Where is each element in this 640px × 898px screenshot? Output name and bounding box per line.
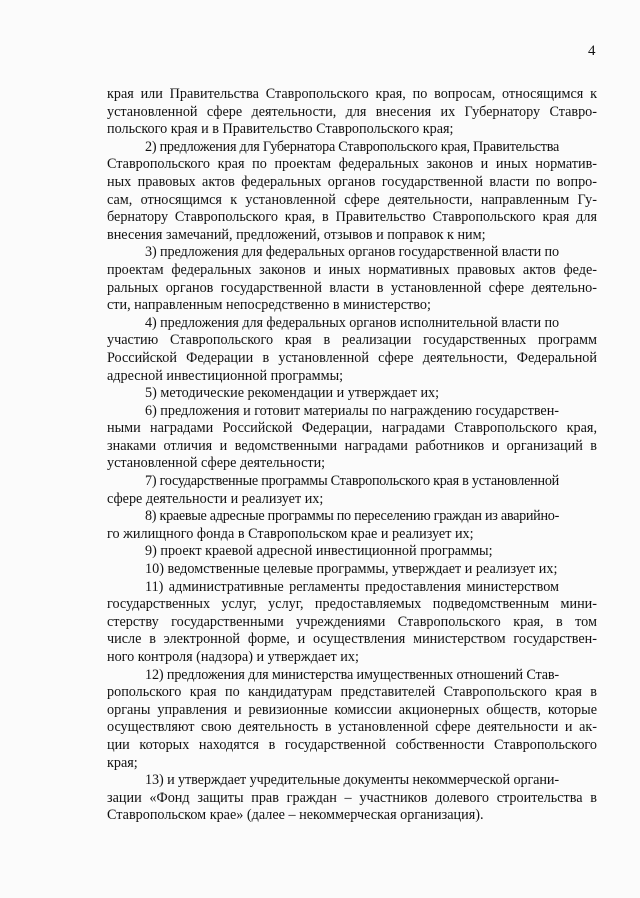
- text-line: 12) предложения для министерства имущественных отношений Став-: [145, 666, 559, 683]
- paragraph: [107, 86, 597, 139]
- text-line: Ставропольском крае» (далее – некоммерческая организация).: [107, 807, 484, 824]
- text-line: зации «Фонд защиты прав граждан – участников долевого строительства в: [107, 789, 597, 806]
- paragraph: [107, 315, 597, 385]
- text-line: установленной сфере деятельности;: [107, 455, 326, 472]
- paragraph: [107, 667, 597, 773]
- text-line: ции которых находятся в государственной собственности Ставропольского: [107, 736, 597, 753]
- paragraph: [107, 772, 597, 825]
- text-line: 2) предложения для Губернатора Ставропольского края, Правительства: [145, 138, 559, 155]
- text-line: 13) и утверждает учредительные документы некоммерческой органи-: [145, 772, 559, 789]
- paragraph: [107, 244, 597, 314]
- document-body: [107, 86, 597, 825]
- text-line: го жилищного фонда в Ставропольском крае и реализует их;: [107, 525, 474, 542]
- paragraph: [107, 473, 597, 508]
- text-line: 10) ведомственные целевые программы, утверждает и реализует их;: [145, 561, 558, 578]
- text-line: 9) проект краевой адресной инвестиционной программы;: [145, 543, 493, 560]
- paragraph: [107, 579, 597, 667]
- text-line: ных правовых актов федеральных органов государственной власти по вопро-: [107, 173, 597, 190]
- text-line: Российской Федерации в установленной сфере деятельности, Федеральной: [107, 349, 597, 366]
- text-line: польского края и в Правительство Ставропольского края;: [107, 121, 454, 138]
- text-line: органы управления и ревизионные комиссии акционерных обществ, которые: [107, 701, 597, 718]
- text-line: ными наградами Российской Федерации, наградами Ставропольского края,: [107, 420, 597, 437]
- text-line: сам, относящимся к установленной сфере деятельности, направленным Гу-: [107, 191, 597, 208]
- text-line: ропольского края по кандидатурам представителей Ставропольского края в: [107, 684, 597, 701]
- text-line: участию Ставропольского края в реализации государственных программ: [107, 332, 597, 349]
- text-line: сти, направленным непосредственно в министерство;: [107, 297, 431, 314]
- text-line: установленной сфере деятельности, для внесения их Губернатору Ставро-: [107, 103, 597, 120]
- text-line: ного контроля (надзора) и утверждает их;: [107, 649, 359, 665]
- text-line: сфере деятельности и реализует их;: [107, 490, 324, 507]
- text-line: адресной инвестиционной программы;: [107, 367, 344, 384]
- text-line: внесения замечаний, предложений, отзывов и поправок к ним;: [107, 226, 486, 243]
- text-line: 5) методические рекомендации и утверждает их;: [145, 385, 440, 402]
- text-line: стерству государственными учреждениями Ставропольского края, в том: [107, 613, 597, 630]
- paragraph: [107, 139, 597, 245]
- paragraph: [107, 403, 597, 473]
- paragraph: [107, 543, 597, 561]
- text-line: знаками отличия и ведомственными наградами работников и организаций в: [107, 437, 597, 454]
- text-line: края;: [107, 754, 138, 771]
- text-line: 8) краевые адресные программы по переселению граждан из аварийно-: [145, 508, 559, 525]
- text-line: числе в электронной форме, и осуществления министерством государствен-: [107, 631, 597, 648]
- text-line: 7) государственные программы Ставропольского края в установленной: [145, 473, 559, 490]
- text-line: проектам федеральных законов и иных нормативных правовых актов феде-: [107, 261, 597, 278]
- text-line: Ставропольского края по проектам федеральных законов и иных норматив-: [107, 156, 597, 173]
- text-line: 4) предложения для федеральных органов исполнительной власти по: [145, 314, 559, 331]
- paragraph: [107, 561, 597, 579]
- text-line: осуществляют свою деятельность в установленной сфере деятельности и ак-: [107, 719, 597, 736]
- text-line: бернатору Ставропольского края, в Правительство Ставропольского края для: [107, 209, 597, 226]
- text-line: края или Правительства Ставропольского края, по вопросам, относящимся к: [107, 86, 597, 102]
- text-line: 11) административные регламенты предоставления министерством: [145, 578, 559, 595]
- text-line: 6) предложения и готовит материалы по награждению государствен-: [145, 402, 559, 419]
- page-number: 4: [588, 43, 596, 59]
- paragraph: [107, 508, 597, 543]
- text-line: государственных услуг, услуг, предоставляемых подведомственным мини-: [107, 596, 597, 613]
- text-line: ральных органов государственной власти в установленной сфере деятельно-: [107, 279, 597, 296]
- text-line: 3) предложения для федеральных органов государственной власти по: [145, 244, 559, 261]
- paragraph: [107, 385, 597, 403]
